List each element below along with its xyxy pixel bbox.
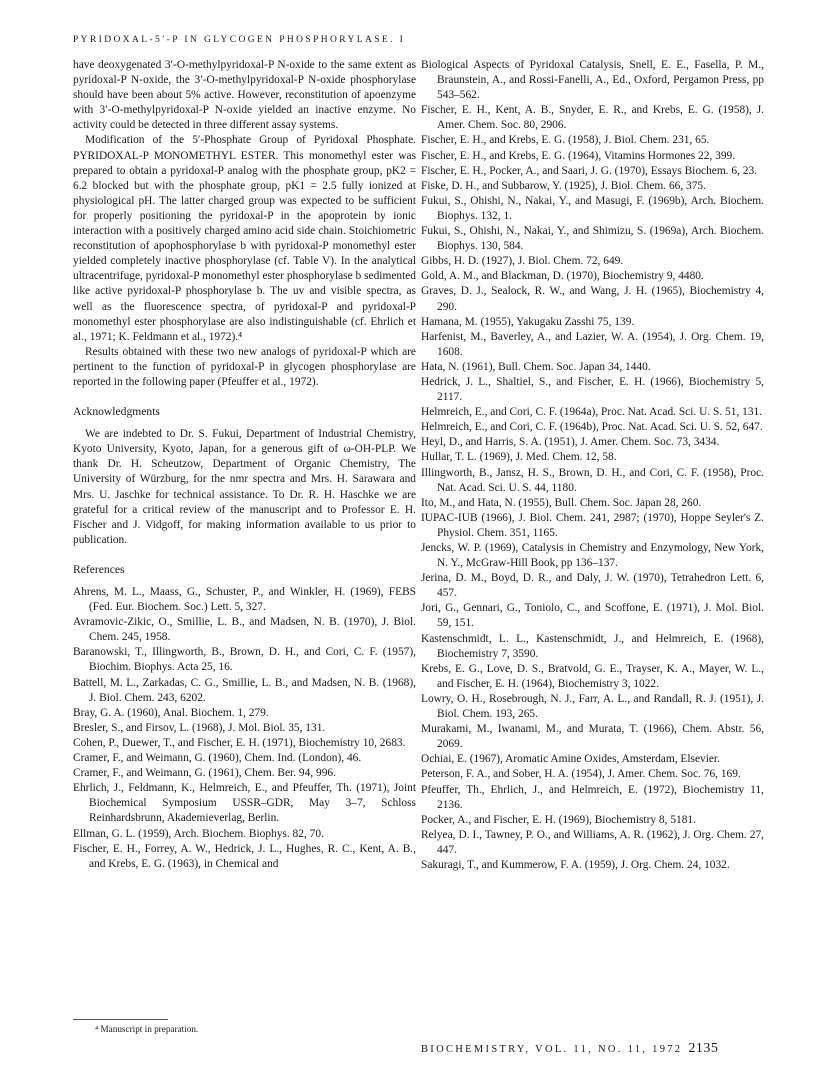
reference-item: Ito, M., and Hata, N. (1955), Bull. Chem. Soc. Japan 28, 260. <box>421 496 702 509</box>
acknowledgments-heading: Acknowledgments <box>73 405 160 419</box>
reference-item: Krebs, E. G., Love, D. S., Bratvold, G. E., Trayser, K. A., Mayer, W. L., and Fischer, E. H. (1964), Biochemistry 3, 1022. <box>421 662 764 690</box>
reference-item: Heyl, D., and Harris, S. A. (1951), J. Amer. Chem. Soc. 73, 3434. <box>421 436 720 449</box>
reference-item: Harfenist, M., Baverley, A., and Lazier, W. A. (1954), J. Org. Chem. 19, 1608. <box>421 330 764 358</box>
reference-item: Pfeuffer, Th., Ehrlich, J., and Helmreich, E. (1972), Biochemistry 11, 2136. <box>421 783 764 811</box>
right-column <box>421 58 764 873</box>
left-column <box>73 58 416 872</box>
reference-item: Cramer, F., and Weimann, G. (1960), Chem. Ind. (London), 46. <box>73 752 362 765</box>
reference-list-right <box>421 58 764 873</box>
reference-item: Hata, N. (1961), Bull. Chem. Soc. Japan 34, 1440. <box>421 360 651 373</box>
reference-item: Ellman, G. L. (1959), Arch. Biochem. Biophys. 82, 70. <box>73 827 324 840</box>
reference-item: Fukui, S., Ohishi, N., Nakai, Y., and Shimizu, S. (1969a), Arch. Biochem. Biophys. 130, 584. <box>421 225 764 253</box>
reference-item: Jori, G., Gennari, G., Toniolo, C., and Scoffone, E. (1971), J. Mol. Biol. 59, 151. <box>421 602 764 630</box>
reference-item: Graves, D. J., Sealock, R. W., and Wang, J. H. (1965), Biochemistry 4, 290. <box>421 285 764 313</box>
journal-citation: BIOCHEMISTRY, VOL. 11, NO. 11, 1972 <box>421 1044 683 1055</box>
reference-item: Sakuragi, T., and Kummerow, F. A. (1959), J. Org. Chem. 24, 1032. <box>421 858 730 871</box>
reference-item: Gold, A. M., and Blackman, D. (1970), Biochemistry 9, 4480. <box>421 270 704 283</box>
reference-item: Biological Aspects of Pyridoxal Catalysis, Snell, E. E., Fasella, P. M., Braunstein, A., and Rossi-Fanelli, A., Ed., Oxford, Pergamon Press, pp 543–562. <box>421 59 764 102</box>
reference-item: Ehrlich, J., Feldmann, K., Helmreich, E., and Pfeuffer, Th. (1971), Joint Biochemical Symposium USSR–GDR, May 3–7, Schloss Reinhardsbrunn, Akademieverlag, Berlin. <box>73 782 416 825</box>
acknowledgments-text: We are indebted to Dr. S. Fukui, Department of Industrial Chemistry, Kyoto University, Kyoto, Japan, for a generous gift of ω-OH-PLP. We thank Dr. H. Scheutzow, Department of Organic Chemistry, The University of Würzburg, for the nmr spectra and Mrs. H. Sarawara and Mrs. U. Jaschke for technical assistance. To Dr. R. H. Haschke we are grateful for a critical review of the manuscript and to Professor E. H. Fischer and J. Vidgoff, for making information available to us prior to publication. <box>73 428 416 546</box>
reference-item: Fischer, E. H., Pocker, A., and Saari, J. G. (1970), Essays Biochem. 6, 23. <box>421 164 758 177</box>
reference-item: Kastenschmidt, L. L., Kastenschmidt, J., and Helmreich, E. (1968), Biochemistry 7, 3590. <box>421 632 764 660</box>
reference-item: Hullar, T. L. (1969), J. Med. Chem. 12, 58. <box>421 451 617 464</box>
reference-item: Ochiai, E. (1967), Aromatic Amine Oxides, Amsterdam, Elsevier. <box>421 753 720 766</box>
page-number: 2135 <box>688 1041 719 1056</box>
reference-item: IUPAC-IUB (1966), J. Biol. Chem. 241, 2987; (1970), Hoppe Seyler's Z. Physiol. Chem. 351, 1165. <box>421 511 764 539</box>
reference-item: Hedrick, J. L., Shaltiel, S., and Fischer, E. H. (1966), Biochemistry 5, 2117. <box>421 375 764 404</box>
reference-item: Fischer, E. H., and Krebs, E. G. (1964), Vitamins Hormones 22, 399. <box>421 149 736 162</box>
reference-item: Avramovic-Zikic, O., Smillie, L. B., and Madsen, N. B. (1970), J. Biol. Chem. 245, 1958. <box>73 616 416 644</box>
reference-item: Bray, G. A. (1960), Anal. Biochem. 1, 279. <box>73 706 269 719</box>
reference-item: Fischer, E. H., Forrey, A. W., Hedrick, J. L., Hughes, R. C., Kent, A. B., and Krebs, E. G. (1963), in Chemical and <box>73 842 416 870</box>
reference-item: Battell, M. L., Zarkadas, C. G., Smillie, L. B., and Madsen, N. B. (1968), J. Biol. Chem. 243, 6202. <box>73 676 416 704</box>
reference-item: Hamana, M. (1955), Yakugaku Zasshi 75, 139. <box>421 315 635 328</box>
reference-item: Gibbs, H. D. (1927), J. Biol. Chem. 72, 649. <box>421 255 624 268</box>
reference-item: Cramer, F., and Weimann, G. (1961), Chem. Ber. 94, 996. <box>73 767 336 780</box>
reference-item: Baranowski, T., Illingworth, B., Brown, D. H., and Cori, C. F. (1957), Biochim. Biophys. Acta 25, 16. <box>73 646 416 674</box>
reference-item: Helmreich, E., and Cori, C. F. (1964a), Proc. Nat. Acad. Sci. U. S. 51, 131. <box>421 406 763 419</box>
reference-item: Jencks, W. P. (1969), Catalysis in Chemistry and Enzymology, New York, N. Y., McGraw-Hill Book, pp 136–137. <box>421 542 764 570</box>
reference-item: Fischer, E. H., and Krebs, E. G. (1958), J. Biol. Chem. 231, 65. <box>421 134 710 147</box>
reference-item: Peterson, F. A., and Sober, H. A. (1954), J. Amer. Chem. Soc. 76, 169. <box>421 768 741 781</box>
footnote: ⁴ Manuscript in preparation. <box>95 1024 199 1034</box>
footnote-divider <box>73 1019 168 1020</box>
body-paragraph-3: Results obtained with these two new analogs of pyridoxal-P which are pertinent to the function of pyridoxal-P in glycogen phosphorylase are reported in the following paper (Pfeuffer et al., 1972). <box>73 345 416 388</box>
reference-item: Cohen, P., Duewer, T., and Fischer, E. H. (1971), Biochemistry 10, 2683. <box>73 736 406 749</box>
references-heading: References <box>73 562 125 576</box>
reference-item: Relyea, D. I., Tawney, P. O., and Williams, A. R. (1962), J. Org. Chem. 27, 447. <box>421 828 764 856</box>
reference-item: Pocker, A., and Fischer, E. H. (1969), Biochemistry 8, 5181. <box>421 813 696 826</box>
reference-item: Ahrens, M. L., Maass, G., Schuster, P., and Winkler, H. (1969), FEBS (Fed. Eur. Biochem. Soc.) Lett. 5, 327. <box>73 586 416 614</box>
reference-list-left <box>73 585 416 872</box>
reference-item: Fiske, D. H., and Subbarow, Y. (1925), J. Biol. Chem. 66, 375. <box>421 179 706 192</box>
reference-item: Jerina, D. M., Boyd, D. R., and Daly, J. W. (1970), Tetrahedron Lett. 6, 457. <box>421 572 764 600</box>
body-paragraph-1: have deoxygenated 3′-O-methylpyridoxal-P N-oxide to the same extent as pyridoxal-P N-oxide, the 3′-O-methylpyridoxal-P N-oxide phosphorylase should have been about 5% active. However, reconstitution of apoenzyme with 3′-O-methylpyridoxal-P N-oxide yielded an inactive enzyme. No activity could be detected in three different assay systems. <box>73 59 416 132</box>
reference-item: Bresler, S., and Firsov, L. (1968), J. Mol. Biol. 35, 131. <box>73 721 326 734</box>
reference-item: Fischer, E. H., Kent, A. B., Snyder, E. R., and Krebs, E. G. (1958), J. Amer. Chem. Soc. 80, 2906. <box>421 104 764 132</box>
reference-item: Illingworth, B., Jansz, H. S., Brown, D. H., and Cori, C. F. (1958), Proc. Nat. Acad. Sci. U. S. 44, 1180. <box>421 466 764 494</box>
reference-item: Lowry, O. H., Rosebrough, N. J., Farr, A. L., and Randall, R. J. (1951), J. Biol. Chem. 193, 265. <box>421 692 764 721</box>
reference-item: Helmreich, E., and Cori, C. F. (1964b), Proc. Nat. Acad. Sci. U. S. 52, 647. <box>421 421 763 434</box>
reference-item: Murakami, M., Iwanami, M., and Murata, T. (1966), Chem. Abstr. 56, 2069. <box>421 723 764 751</box>
body-paragraph-2: Modification of the 5′-Phosphate Group of Pyridoxal Phosphate. PYRIDOXAL-P MONOMETHYL ESTER. This monomethyl ester was prepared to obtain a pyridoxal-P analog with the phosphate group, pK2 = 6.2 blocked but with the phosphate group, pK1 = 2.5 fully ionized at physiological pH. The latter charged group was expected to be sufficient for properly positioning the pyridoxal-P in the apoprotein by ionic interaction with a positively charged amino acid side chain. Stoichiometric reconstitution of apophosphorylase b with pyridoxal-P monomethyl ester yielded completely inactive phosphorylase (cf. Table V). In the analytical ultracentrifuge, pyridoxal-P monomethyl ester phosphorylase b sedimented like active pyridoxal-P phosphorylase b. The uv and visible spectra, as well as the fluorescence spectra, of pyridoxal-P and pyridoxal-P monomethyl ester phosphorylase are also indistinguishable (cf. Ehrlich et al., 1971; K. Feldmann et al., 1972).⁴ <box>73 134 416 343</box>
page-footer <box>421 1041 718 1057</box>
reference-item: Fukui, S., Ohishi, N., Nakai, Y., and Masugi, F. (1969b), Arch. Biochem. Biophys. 132, 1. <box>421 194 764 222</box>
running-head: PYRIDOXAL-5′-P IN GLYCOGEN PHOSPHORYLASE. I <box>73 35 406 45</box>
